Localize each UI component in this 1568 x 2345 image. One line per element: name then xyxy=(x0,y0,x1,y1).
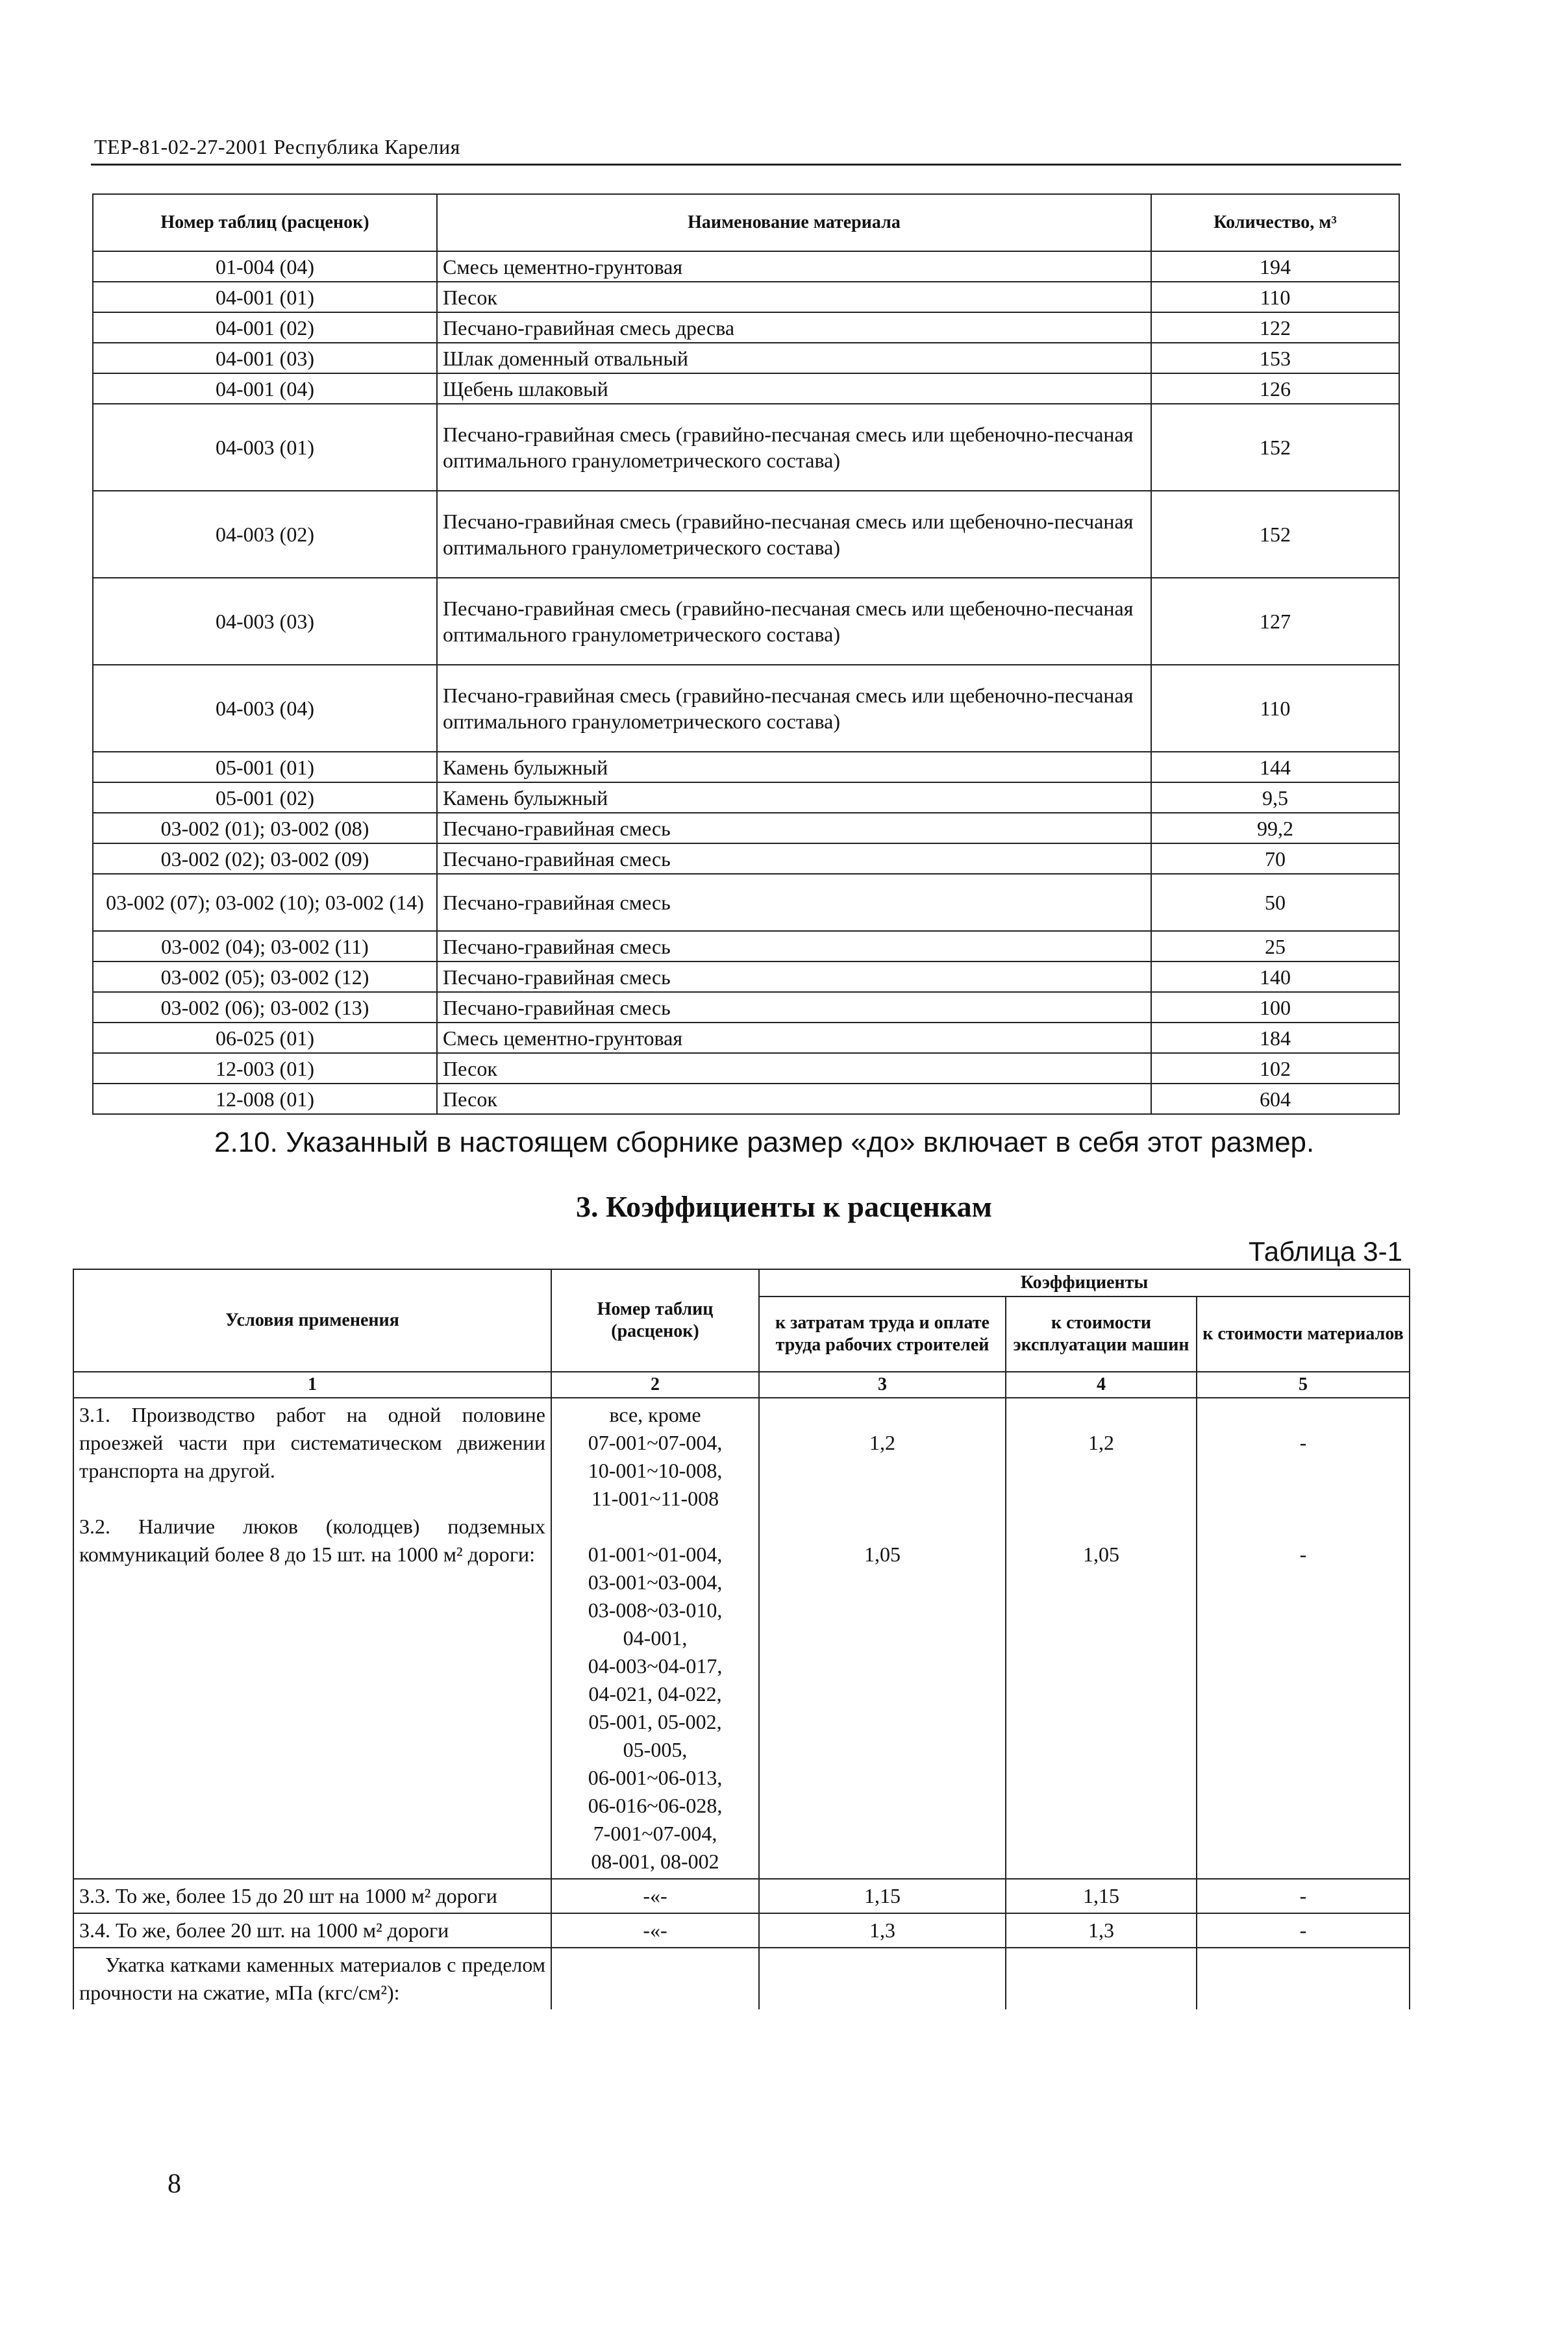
row-qty: 184 xyxy=(1151,1023,1399,1053)
row-name: Песчано-гравийная смесь xyxy=(437,931,1151,962)
header-rule xyxy=(91,164,1401,166)
table-ref: 05-005, xyxy=(623,1738,688,1761)
row-name: Песок xyxy=(437,1084,1151,1114)
table-ref: -«- xyxy=(551,1913,759,1948)
table-row xyxy=(93,282,1399,312)
material-coefficients xyxy=(1197,1398,1410,1879)
row-qty: 110 xyxy=(1151,665,1399,752)
column-index: 3 xyxy=(759,1372,1006,1398)
coef-header-row-1 xyxy=(73,1269,1410,1297)
condition-text xyxy=(73,1398,551,1879)
table-row xyxy=(93,1053,1399,1084)
row-code: 04-003 (03) xyxy=(93,578,437,665)
row-name: Песчано-гравийная смесь xyxy=(437,813,1151,843)
row-qty: 152 xyxy=(1151,491,1399,578)
row-code: 04-001 (02) xyxy=(93,312,437,343)
machines-value: 1,05 xyxy=(1083,1543,1119,1566)
row-code: 03-002 (02); 03-002 (09) xyxy=(93,843,437,874)
row-qty: 194 xyxy=(1151,251,1399,282)
table-row xyxy=(93,312,1399,343)
row-qty: 50 xyxy=(1151,874,1399,931)
header-machines: к стоимости эксплуатации машин xyxy=(1006,1297,1197,1372)
table-ref: 04-001, xyxy=(623,1626,688,1650)
row-qty: 126 xyxy=(1151,373,1399,404)
table-row xyxy=(93,1084,1399,1114)
table-ref: 11-001~11-008 xyxy=(591,1487,719,1510)
row-name: Песчано-гравийная смесь xyxy=(437,992,1151,1023)
row-qty: 9,5 xyxy=(1151,782,1399,813)
row-qty: 153 xyxy=(1151,343,1399,373)
table-ref: 04-021, 04-022, xyxy=(588,1682,722,1706)
materials-value: - xyxy=(1197,1913,1410,1948)
labor-value: 1,3 xyxy=(759,1913,1006,1948)
labor-value: 1,15 xyxy=(759,1879,1006,1913)
row-name: Песчано-гравийная смесь (гравийно-песчаная смесь или щебеночно-песчаная оптимального гранулометрического состава) xyxy=(437,404,1151,491)
table-row xyxy=(93,992,1399,1023)
row-qty: 110 xyxy=(1151,282,1399,312)
column-index: 2 xyxy=(551,1372,759,1398)
table-row xyxy=(73,1948,1410,2009)
row-code: 04-003 (01) xyxy=(93,404,437,491)
row-code: 03-002 (06); 03-002 (13) xyxy=(93,992,437,1023)
table-ref: 07-001~07-004, xyxy=(588,1431,723,1454)
row-qty: 140 xyxy=(1151,962,1399,992)
row-code: 05-001 (01) xyxy=(93,752,437,782)
row-code: 04-001 (03) xyxy=(93,343,437,373)
row-name: Камень булыжный xyxy=(437,752,1151,782)
row-qty: 70 xyxy=(1151,843,1399,874)
row-code: 03-002 (07); 03-002 (10); 03-002 (14) xyxy=(93,874,437,931)
table-row xyxy=(93,251,1399,282)
row-name: Песок xyxy=(437,282,1151,312)
table-row xyxy=(93,373,1399,404)
table-ref: 03-008~03-010, xyxy=(588,1598,723,1622)
table-ref: 7-001~07-004, xyxy=(593,1822,717,1845)
row-name: Песчано-гравийная смесь xyxy=(437,874,1151,931)
table-row xyxy=(93,665,1399,752)
row-name: Песчано-гравийная смесь (гравийно-песчаная смесь или щебеночно-песчаная оптимального гранулометрического состава) xyxy=(437,491,1151,578)
table-ref: 04-003~04-017, xyxy=(588,1654,723,1678)
column-index: 1 xyxy=(73,1372,551,1398)
page-number: 8 xyxy=(168,2169,181,2199)
machines-value: 1,15 xyxy=(1006,1879,1197,1913)
row-code: 12-008 (01) xyxy=(93,1084,437,1114)
row-qty: 122 xyxy=(1151,312,1399,343)
labor-value: 1,2 xyxy=(869,1431,895,1454)
table-ref: 10-001~10-008, xyxy=(588,1459,723,1482)
table-row xyxy=(73,1879,1410,1913)
row-qty: 127 xyxy=(1151,578,1399,665)
table-ref: -«- xyxy=(551,1879,759,1913)
row-qty: 99,2 xyxy=(1151,813,1399,843)
row-code: 04-001 (04) xyxy=(93,373,437,404)
row-name: Щебень шлаковый xyxy=(437,373,1151,404)
materials-table-header xyxy=(93,194,1399,251)
header-labor: к затратам труда и оплате труда рабочих строителей xyxy=(759,1297,1006,1372)
labor-value: 1,05 xyxy=(864,1543,901,1566)
table-ref xyxy=(551,1948,759,2009)
table-label: Таблица 3-1 xyxy=(1248,1236,1402,1267)
row-qty: 100 xyxy=(1151,992,1399,1023)
row-qty: 144 xyxy=(1151,752,1399,782)
row-code: 04-003 (02) xyxy=(93,491,437,578)
row-name: Песчано-гравийная смесь (гравийно-песчаная смесь или щебеночно-песчаная оптимального гранулометрического состава) xyxy=(437,665,1151,752)
header-name: Наименование материала xyxy=(437,194,1151,251)
table-ref: 01-001~01-004, xyxy=(588,1543,723,1566)
header-code: Номер таблиц (расценок) xyxy=(93,194,437,251)
machines-value: 1,2 xyxy=(1088,1431,1114,1454)
header-qty: Количество, м³ xyxy=(1151,194,1399,251)
table-row xyxy=(73,1398,1410,1879)
column-index: 5 xyxy=(1197,1372,1410,1398)
row-name: Песчано-гравийная смесь дресва xyxy=(437,312,1151,343)
table-row xyxy=(93,931,1399,962)
column-index: 4 xyxy=(1006,1372,1197,1398)
table-row xyxy=(93,813,1399,843)
row-code: 03-002 (01); 03-002 (08) xyxy=(93,813,437,843)
table-row xyxy=(93,874,1399,931)
table-row xyxy=(93,782,1399,813)
machines-value: 1,3 xyxy=(1006,1913,1197,1948)
table-row xyxy=(93,1023,1399,1053)
row-qty: 152 xyxy=(1151,404,1399,491)
table-row xyxy=(93,404,1399,491)
materials-value xyxy=(1197,1948,1410,2009)
materials-value: - xyxy=(1299,1431,1307,1454)
condition-3-1: 3.1. Производство работ на одной половине проезжей части при систематическом движении транспорта на другой. xyxy=(79,1403,545,1482)
note-2-10: 2.10. Указанный в настоящем сборнике размер «до» включает в себя этот размер. xyxy=(214,1126,1315,1158)
row-code: 12-003 (01) xyxy=(93,1053,437,1084)
row-name: Песчано-гравийная смесь xyxy=(437,962,1151,992)
row-code: 03-002 (05); 03-002 (12) xyxy=(93,962,437,992)
row-qty: 102 xyxy=(1151,1053,1399,1084)
condition-rolling: Укатка катками каменных материалов с пределом прочности на сжатие, мПа (кгс/см²): xyxy=(73,1948,551,2009)
row-name: Песок xyxy=(437,1053,1151,1084)
table-row xyxy=(93,962,1399,992)
materials-value: - xyxy=(1299,1543,1307,1566)
header-tables: Номер таблиц (расценок) xyxy=(551,1269,759,1372)
row-qty: 25 xyxy=(1151,931,1399,962)
header-conditions: Условия применения xyxy=(73,1269,551,1372)
table-ref: 05-001, 05-002, xyxy=(588,1710,722,1733)
table-ref: 08-001, 08-002 xyxy=(591,1850,719,1873)
header-materials: к стоимости материалов xyxy=(1197,1297,1410,1372)
row-name: Камень булыжный xyxy=(437,782,1151,813)
row-qty: 604 xyxy=(1151,1084,1399,1114)
row-code: 04-001 (01) xyxy=(93,282,437,312)
table-row xyxy=(93,343,1399,373)
table-row xyxy=(73,1913,1410,1948)
row-code: 03-002 (04); 03-002 (11) xyxy=(93,931,437,962)
table-ref: 06-016~06-028, xyxy=(588,1794,723,1817)
column-index-row xyxy=(73,1372,1410,1398)
labor-value xyxy=(759,1948,1006,2009)
table-row xyxy=(93,843,1399,874)
row-name: Песчано-гравийная смесь (гравийно-песчаная смесь или щебеночно-песчаная оптимального гранулометрического состава) xyxy=(437,578,1151,665)
table-ref: 06-001~06-013, xyxy=(588,1766,723,1789)
section-title: 3. Коэффициенты к расценкам xyxy=(576,1190,992,1223)
table-row xyxy=(93,752,1399,782)
row-name: Песчано-гравийная смесь xyxy=(437,843,1151,874)
running-header: ТЕР-81-02-27-2001 Республика Карелия xyxy=(94,135,460,158)
materials-value: - xyxy=(1197,1879,1410,1913)
coefficients-table xyxy=(73,1269,1410,2009)
machine-coefficients xyxy=(1006,1398,1197,1879)
header-coefficients: Коэффициенты xyxy=(759,1269,1410,1297)
table-numbers xyxy=(551,1398,759,1879)
table-row xyxy=(93,578,1399,665)
row-name: Смесь цементно-грунтовая xyxy=(437,251,1151,282)
table-row xyxy=(93,491,1399,578)
row-code: 01-004 (04) xyxy=(93,251,437,282)
row-code: 04-003 (04) xyxy=(93,665,437,752)
condition-3-3: 3.3. То же, более 15 до 20 шт на 1000 м² дороги xyxy=(73,1879,551,1913)
materials-table xyxy=(92,193,1400,1115)
row-name: Шлак доменный отвальный xyxy=(437,343,1151,373)
table-ref: все, кроме xyxy=(609,1403,701,1426)
condition-3-4: 3.4. То же, более 20 шт. на 1000 м² дороги xyxy=(73,1913,551,1948)
row-code: 06-025 (01) xyxy=(93,1023,437,1053)
table-ref: 03-001~03-004, xyxy=(588,1570,723,1594)
labor-coefficients xyxy=(759,1398,1006,1879)
machines-value xyxy=(1006,1948,1197,2009)
condition-3-2: 3.2. Наличие люков (колодцев) подземных коммуникаций более 8 до 15 шт. на 1000 м² дороги: xyxy=(79,1515,545,1566)
row-name: Смесь цементно-грунтовая xyxy=(437,1023,1151,1053)
row-code: 05-001 (02) xyxy=(93,782,437,813)
